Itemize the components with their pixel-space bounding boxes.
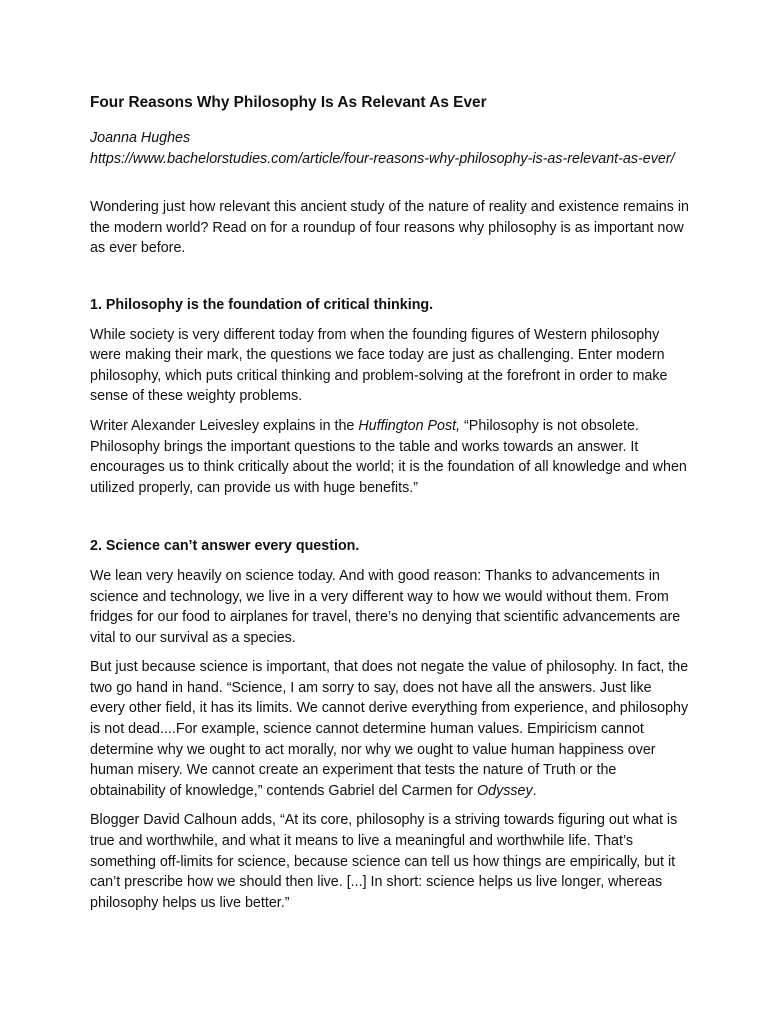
section-2 (90, 536, 690, 913)
article-meta (90, 128, 690, 169)
paragraph-text: . (532, 782, 537, 799)
intro-paragraph: Wondering just how relevant this ancient study of the nature of reality and existence remains in the modern world? Read on for a roundup of four reasons why philosophy is as important now as ever before. (90, 199, 689, 257)
section-paragraph: While society is very different today from when the founding figures of Western philosophy were making their mark, the questions we face today are just as challenging. Enter modern philosophy, which puts critical thinking and problem-solving at the forefront in order to make sense of these weighty problems. (90, 326, 668, 405)
paragraph-text: But just because science is important, that does not negate the value of philosophy. In fact, the two go hand in hand. “Science, I am sorry to say, does not have all the answers. Just like every other field, it has its limits. We cannot derive everything from experience, and philosophy is not dead....For example, science cannot determine human values. Empiricism cannot determine why we ought to act morally, nor why we ought to value human happiness over human misery. We cannot create an experiment that tests the nature of Truth or the obtainability of knowledge,” contends Gabriel del Carmen for (90, 659, 689, 799)
section-paragraph: Blogger David Calhoun adds, “At its core, philosophy is a striving towards figuring out what is true and worthwhile, and what it means to live a meaningful and worthwhile life. That’s something off-limits for science, because science can tell us how things are empirically, but it can’t prescribe how we should then live. [...] In short: science helps us live longer, whereas philosophy helps us live better.” (90, 812, 678, 911)
paragraph-text: Writer Alexander Leivesley explains in the (90, 417, 359, 434)
section-paragraph: We lean very heavily on science today. And with good reason: Thanks to advancements in science and technology, we live in a very different way to how we would without them. From fridges for our food to airplanes for travel, there’s no denying that scientific advancements are vital to our survival as a species. (90, 567, 681, 646)
publication-name: Odyssey (477, 782, 533, 799)
section-heading: 1. Philosophy is the foundation of critical thinking. (90, 296, 434, 313)
document-page (90, 92, 690, 922)
section-paragraph (90, 416, 690, 498)
paragraph-text: “Philosophy is not obsolete. Philosophy brings the important questions to the table and works towards an answer. It encourages us to think critically about the world; it is the foundation of all knowledge and when utilized properly, can provide us with huge benefits.” (90, 417, 687, 496)
article-title: Four Reasons Why Philosophy Is As Relevant As Ever (90, 94, 487, 111)
article-author: Joanna Hughes (90, 130, 191, 146)
section-1 (90, 295, 690, 498)
section-paragraph (90, 657, 690, 801)
article-source-url: https://www.bachelorstudies.com/article/four-reasons-why-philosophy-is-as-relevant-as-ever/ (90, 150, 675, 167)
section-heading: 2. Science can’t answer every question. (90, 538, 360, 555)
publication-name: Huffington Post, (358, 417, 461, 434)
